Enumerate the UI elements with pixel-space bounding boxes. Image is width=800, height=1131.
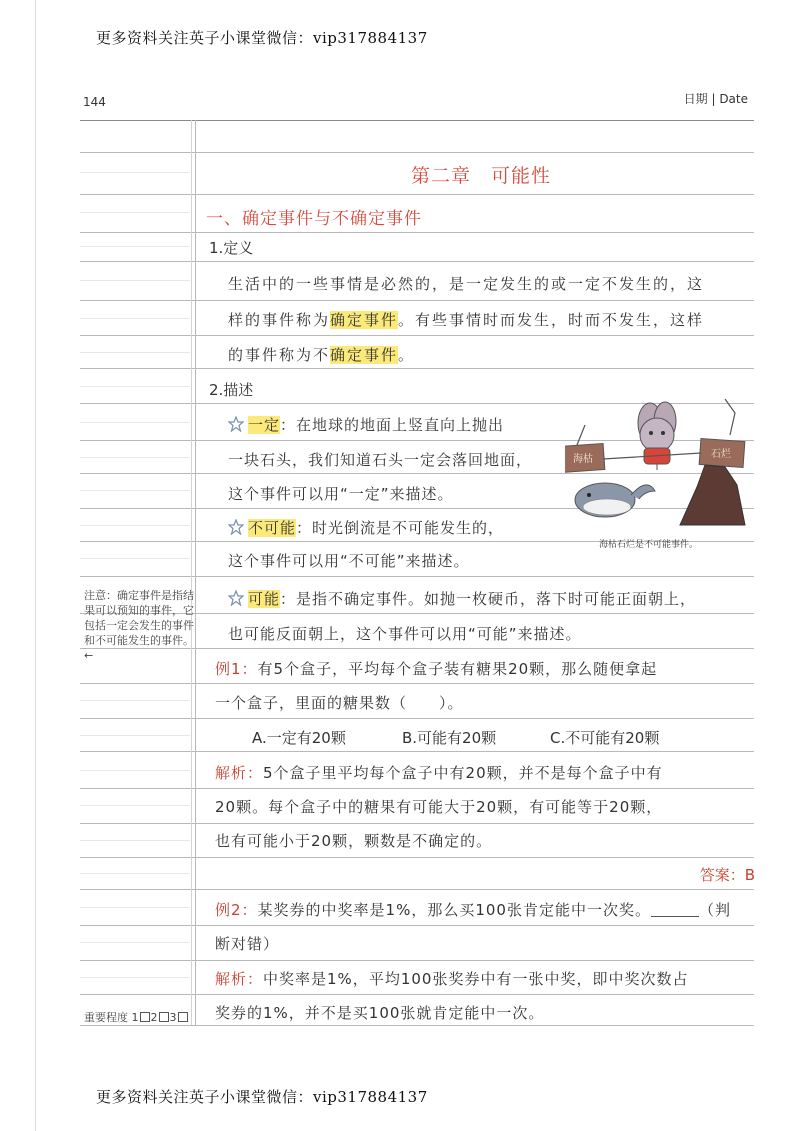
- header-watermark: 更多资料关注英子小课堂微信：vip317884137: [96, 29, 428, 47]
- example2-analysis-line: 解析：中奖率是1%，平均100张奖券中有一张中奖，即中奖次数占: [215, 970, 689, 988]
- margin-grid-line: [80, 558, 190, 559]
- bukeneng-line: 这个事件可以用“不可能”来描述。: [228, 552, 470, 570]
- ruled-line: [80, 994, 754, 995]
- margin-grid-line: [80, 977, 190, 978]
- margin-grid-line: [80, 318, 190, 319]
- ruled-line: [80, 823, 754, 824]
- ruled-line: [80, 261, 754, 262]
- ruled-line: [80, 120, 754, 121]
- margin-divider: [195, 120, 196, 1025]
- definition-line: 样的事件称为确定事件。有些事情时而发生，时而不发生，这样: [228, 311, 705, 329]
- example1-option: A.一定有20颗: [252, 729, 346, 747]
- margin-grid-line: [80, 352, 190, 353]
- ruled-line: [80, 751, 754, 752]
- margin-grid-line: [80, 735, 190, 736]
- checkbox-icon[interactable]: [159, 1012, 169, 1022]
- margin-grid-line: [80, 422, 190, 423]
- margin-divider: [191, 120, 192, 1025]
- margin-grid-line: [80, 212, 190, 213]
- section-title: 一、确定事件与不确定事件: [206, 209, 422, 229]
- date-label: 日期 | Date: [683, 92, 748, 106]
- margin-grid-line: [80, 805, 190, 806]
- ruled-line: [80, 194, 754, 195]
- footer-watermark: 更多资料关注英子小课堂微信：vip317884137: [96, 1088, 428, 1106]
- definition-line: 的事件称为不确定事件。: [228, 346, 416, 364]
- yiding-line: 一定：在地球的地面上竖直向上抛出: [228, 415, 504, 435]
- ruled-line: [80, 368, 754, 369]
- ruled-line: [80, 857, 754, 858]
- highlight-term: 确定事件: [330, 311, 399, 329]
- sign-left: 海枯: [573, 454, 593, 465]
- definition-heading: 1.定义: [209, 239, 254, 257]
- ruled-line: [80, 232, 754, 233]
- example2-line: 断对错）: [215, 935, 280, 953]
- margin-grid-line: [80, 246, 190, 247]
- yiding-line: 这个事件可以用“一定”来描述。: [228, 485, 454, 503]
- description-heading: 2.描述: [209, 381, 254, 399]
- star-icon: [228, 416, 244, 432]
- page-edge: [35, 0, 36, 1131]
- margin-grid-line: [80, 873, 190, 874]
- sign-right: 石烂: [711, 449, 731, 460]
- illustration-whale-rabbit-rock: [565, 395, 750, 535]
- margin-grid-line: [80, 490, 190, 491]
- ruled-line: [80, 889, 754, 890]
- example2-analysis-line: 奖券的1%，并不是买100张就肯定能中一次。: [215, 1004, 545, 1022]
- example1-option: C.不可能有20颗: [550, 729, 660, 747]
- margin-grid-line: [80, 840, 190, 841]
- star-icon: [228, 590, 244, 606]
- margin-grid-line: [80, 770, 190, 771]
- example1-line: 例1：有5个盒子，平均每个盒子装有糖果20颗，那么随便拿起: [215, 660, 658, 678]
- margin-grid-line: [80, 907, 190, 908]
- margin-grid-line: [80, 457, 190, 458]
- example2-line: 例2：某奖券的中奖率是1%，那么买100张肯定能中一次奖。 （判: [215, 901, 731, 919]
- importance-rating: 重要程度 1 2 3: [84, 1009, 189, 1025]
- star-icon: [228, 519, 244, 535]
- ruled-line: [80, 152, 754, 153]
- highlight-term: 确定事件: [330, 346, 399, 364]
- ruled-line: [80, 1025, 754, 1026]
- ruled-line: [80, 788, 754, 789]
- answer-blank[interactable]: [651, 902, 699, 917]
- illustration-caption: 海枯石烂是不可能事件。: [599, 540, 699, 550]
- margin-grid-line: [80, 525, 190, 526]
- ruled-line: [80, 335, 754, 336]
- checkbox-icon[interactable]: [140, 1012, 150, 1022]
- example1-analysis-line: 解析：5个盒子里平均每个盒子中有20颗，并不是每个盒子中有: [215, 764, 663, 782]
- checkbox-icon[interactable]: [178, 1012, 188, 1022]
- example1-answer: 答案：B: [699, 866, 755, 884]
- example1-label: 例1：: [215, 660, 258, 678]
- bukeneng-line: 不可能：时光倒流是不可能发生的，: [228, 518, 504, 538]
- example1-line: 一个盒子，里面的糖果数（ ）。: [215, 694, 464, 712]
- example1-analysis-line: 20颗。每个盒子中的糖果有可能大于20颗，有可能等于20颗，: [215, 798, 663, 816]
- margin-grid-line: [80, 700, 190, 701]
- ruled-line: [80, 925, 754, 926]
- ruled-line: [80, 683, 754, 684]
- ruled-line: [80, 960, 754, 961]
- analysis-label: 解析：: [215, 970, 264, 988]
- yiding-line: 一块石头，我们知道石头一定会落回地面，: [228, 451, 533, 469]
- keneng-line: 也可能反面朝上，这个事件可以用“可能”来描述。: [228, 625, 582, 643]
- example1-option: B.可能有20颗: [402, 729, 497, 747]
- arrow-left-icon: ←: [84, 649, 94, 662]
- margin-grid-line: [80, 942, 190, 943]
- margin-grid-line: [80, 280, 190, 281]
- keneng-line: 可能：是指不确定事件。如抛一枚硬币，落下时可能正面朝上，: [228, 589, 696, 609]
- page-number: 144: [83, 95, 106, 109]
- ruled-line: [80, 576, 754, 577]
- term-keneng: 可能: [248, 590, 281, 608]
- margin-grid-line: [80, 386, 190, 387]
- ruled-line: [80, 300, 754, 301]
- margin-grid-line: [80, 172, 190, 173]
- term-yiding: 一定: [248, 416, 281, 434]
- example1-analysis-line: 也有可能小于20颗，颗数是不确定的。: [215, 832, 493, 850]
- definition-line: 生活中的一些事情是必然的，是一定发生的或一定不发生的，这: [228, 275, 705, 293]
- side-note: 注意：确定事件是指结果可以预知的事件，它包括一定会发生的事件和不可能发生的事件。 ←: [84, 589, 194, 662]
- ruled-line: [80, 718, 754, 719]
- analysis-label: 解析：: [215, 764, 264, 782]
- example2-label: 例2：: [215, 901, 258, 919]
- term-bukeneng: 不可能: [248, 519, 297, 537]
- chapter-title: 第二章 可能性: [411, 165, 552, 187]
